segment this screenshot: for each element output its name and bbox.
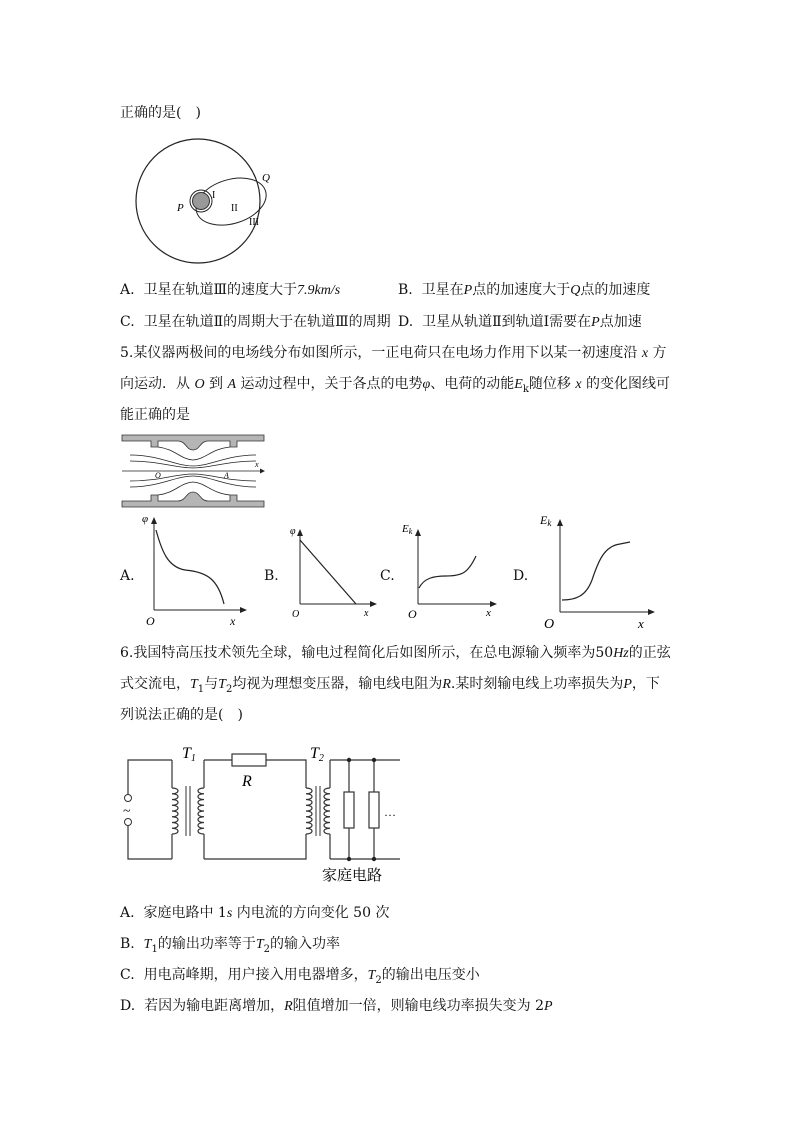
t1-primary-coil xyxy=(172,760,178,859)
orbit-3-label: III xyxy=(249,217,259,228)
q5-stem-line3: 能正确的是 xyxy=(120,407,190,423)
var-r: R xyxy=(442,677,451,692)
planet-disk xyxy=(193,193,210,210)
more-loads-ellipsis: … xyxy=(384,805,396,819)
option-text: 用电高峰期，用户接入用电器增多， xyxy=(143,967,368,983)
var-t2-sub: 2 xyxy=(225,683,233,695)
point-a-label: A xyxy=(224,471,229,480)
option-text: 点的加速度大于 xyxy=(472,282,571,298)
q5-stem-line2 xyxy=(120,375,670,399)
option-text: 点的加速度 xyxy=(580,282,651,298)
resistor-r xyxy=(232,754,266,766)
unit-s: s xyxy=(226,906,233,921)
electrode-figure xyxy=(120,433,266,509)
q6-option-a xyxy=(120,904,389,923)
stem-text: 均视为理想变压器，输电线电阻为 xyxy=(232,676,443,692)
orbit-2-label: II xyxy=(231,203,238,214)
y-axis-label: Ek xyxy=(540,513,552,528)
household-label: 家庭电路 xyxy=(322,868,383,884)
stem-text: 的正弦 xyxy=(628,645,671,661)
q4-option-c xyxy=(120,313,391,331)
resistor-label: R xyxy=(242,773,252,790)
option-text: 内电流的方向变化 50 次 xyxy=(232,905,390,921)
point-o: O xyxy=(194,377,205,392)
load-2 xyxy=(369,792,379,828)
origin-label: O xyxy=(292,609,300,620)
option-label: B. xyxy=(120,936,135,952)
graph-b xyxy=(286,522,381,620)
source-loop xyxy=(128,760,172,859)
var-ek-sub: k xyxy=(522,383,529,395)
x-axis-label: x xyxy=(486,607,491,619)
q5-option-a-label: A. xyxy=(120,568,135,584)
option-text: 的输出电压变小 xyxy=(381,967,480,983)
q6-option-c xyxy=(120,966,480,990)
load-1 xyxy=(344,792,354,828)
q5-stem-line1 xyxy=(120,344,666,363)
option-text: 家庭电路中 1 xyxy=(143,905,227,921)
var-phi: φ xyxy=(422,377,431,392)
t2-secondary-coil xyxy=(324,760,330,859)
stem-text: ，下 xyxy=(631,676,660,692)
q6-stem-line3: 列说法正确的是( ) xyxy=(120,707,243,723)
y-axis-label: φ xyxy=(142,513,149,525)
var-p: P xyxy=(623,677,632,692)
q6-stem-line1 xyxy=(120,644,671,663)
var-t1-sub: 1 xyxy=(197,683,205,695)
orbit-1-label: I xyxy=(212,190,216,201)
q6-option-d xyxy=(120,997,553,1016)
x-axis-label: x xyxy=(364,608,369,619)
circuit-figure xyxy=(120,742,402,887)
option-text: 若因为输电距离增加， xyxy=(144,998,285,1014)
stem-text: 式交流电， xyxy=(120,676,190,692)
point-p: P xyxy=(463,283,473,298)
stem-text: 、电荷的动能 xyxy=(430,376,515,392)
var-ek: E xyxy=(514,377,523,392)
t1-label: T1 xyxy=(182,745,196,764)
var-t2-sub: 2 xyxy=(375,974,382,986)
stem-text: 与 xyxy=(204,676,219,692)
line xyxy=(300,540,356,604)
orbit-figure xyxy=(125,135,275,265)
transmission-line xyxy=(204,760,306,859)
var-t1: T xyxy=(190,677,198,692)
frequency-unit: Hz xyxy=(613,646,629,661)
x-axis-label: x xyxy=(638,616,644,631)
q4-option-d xyxy=(398,313,642,332)
frequency-value: 50 xyxy=(595,645,614,661)
option-label: C. xyxy=(120,314,135,330)
var-t1-sub: 1 xyxy=(151,943,158,955)
option-text: 阻值增加一倍，则输电线功率损失变为 2 xyxy=(292,998,545,1014)
option-label: C. xyxy=(120,967,135,983)
graph-d xyxy=(536,508,658,632)
q6-option-b xyxy=(120,935,340,959)
origin-label: O xyxy=(146,614,155,628)
graph-a xyxy=(140,512,255,630)
graph-c xyxy=(400,518,500,622)
stem-text: 随位移 xyxy=(528,376,571,392)
option-text: 的输出功率等于 xyxy=(157,936,256,952)
t1-secondary-coil xyxy=(198,760,204,859)
stem-text: 的变化图线可 xyxy=(586,376,670,392)
q6-stem-line2 xyxy=(120,675,660,699)
stem-text: 方 xyxy=(652,345,667,361)
point-a: A xyxy=(227,377,237,392)
var-t2: T xyxy=(218,677,226,692)
stem-text: .某时刻输电线上功率损失为 xyxy=(450,676,624,692)
option-text: 点加速 xyxy=(599,314,642,330)
option-label: A. xyxy=(120,905,135,921)
option-text: 卫星在 xyxy=(421,282,464,298)
var-p: P xyxy=(544,999,553,1014)
point-q: Q xyxy=(570,283,581,298)
q5-option-b-label: B. xyxy=(264,568,279,584)
point-p: P xyxy=(591,315,600,330)
curve xyxy=(562,542,630,600)
option-label: D. xyxy=(120,998,136,1014)
curve xyxy=(156,530,224,604)
stem-text: 到 xyxy=(209,376,224,392)
option-label: B. xyxy=(398,282,413,298)
curve xyxy=(419,556,476,588)
var-t2: T xyxy=(367,968,376,983)
var-r: R xyxy=(284,999,293,1014)
option-label: A. xyxy=(120,282,135,298)
stem-text: 运动过程中，关于各点的电势 xyxy=(240,376,423,392)
t2-primary-coil xyxy=(306,788,312,834)
q4-stem-end: 正确的是( ) xyxy=(120,105,201,121)
source-symbol: ~ xyxy=(123,804,131,819)
x-axis-arrow xyxy=(260,469,265,474)
x-axis-label: x xyxy=(255,460,259,469)
option-text: 卫星在轨道Ⅲ的速度大于 xyxy=(143,282,297,298)
var-x: x xyxy=(641,346,649,361)
speed-value: 7.9km/s xyxy=(296,283,341,298)
var-t1: T xyxy=(143,937,152,952)
origin-label: O xyxy=(408,607,417,621)
stem-text: 5.某仪器两极间的电场线分布如图所示，一正电荷只在电场力作用下以某一初速度沿 xyxy=(120,345,638,361)
y-axis-label: φ xyxy=(290,526,296,537)
y-axis-label: Ek xyxy=(402,523,413,536)
stem-text: 向运动．从 xyxy=(120,376,190,392)
point-q-label: Q xyxy=(262,172,270,184)
q4-option-b xyxy=(398,281,650,300)
option-label: D. xyxy=(398,314,414,330)
stem-text: 6.我国特高压技术领先全球，输电过程简化后如图所示，在总电源输入频率为 xyxy=(120,645,596,661)
option-text: 的输入功率 xyxy=(270,936,340,952)
point-p-label: P xyxy=(177,202,184,214)
q4-option-a xyxy=(120,281,340,300)
q5-option-d-label: D. xyxy=(513,568,529,584)
origin-label: O xyxy=(544,617,555,632)
option-text: 卫星从轨道Ⅱ到轨道Ⅰ需要在 xyxy=(422,314,592,330)
origin-label: O xyxy=(155,471,161,480)
var-x: x xyxy=(575,377,582,392)
var-t2-sub: 2 xyxy=(263,943,270,955)
var-t2: T xyxy=(255,937,264,952)
transformer-cores xyxy=(186,786,320,836)
x-axis-label: x xyxy=(230,614,236,628)
upper-electrode xyxy=(122,435,264,450)
q5-option-c-label: C. xyxy=(380,568,395,584)
option-text: 卫星在轨道Ⅱ的周期大于在轨道Ⅲ的周期 xyxy=(143,314,391,330)
t2-label: T2 xyxy=(310,745,324,764)
lower-electrode xyxy=(122,492,264,507)
